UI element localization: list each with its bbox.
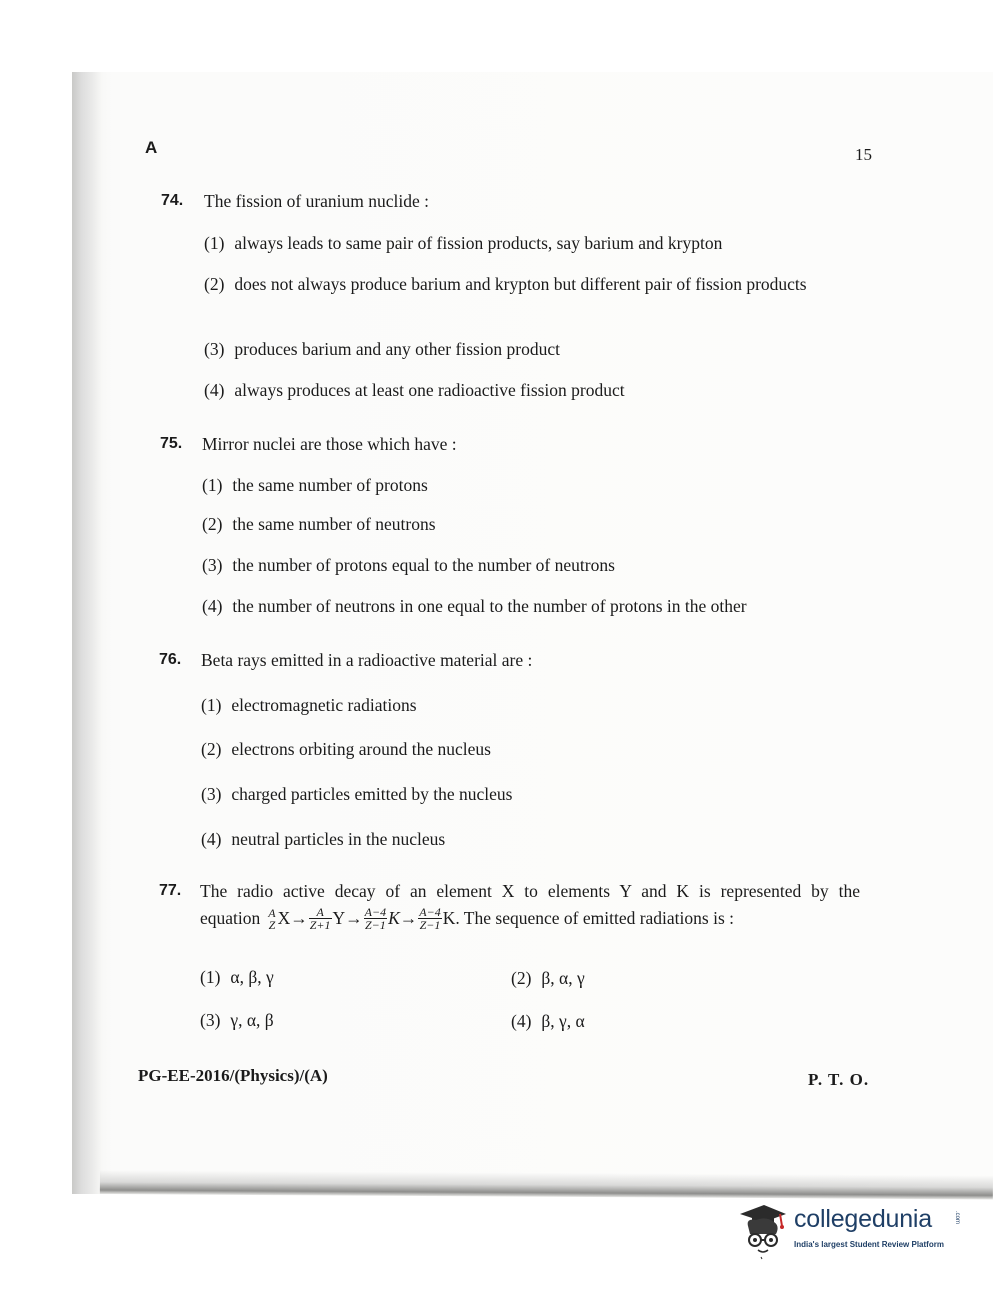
option-number: (3) bbox=[201, 784, 222, 804]
option-text: neutral particles in the nucleus bbox=[231, 829, 446, 849]
option-text: the same number of neutrons bbox=[232, 514, 436, 534]
question-number: 76. bbox=[159, 651, 182, 668]
option-text: the number of neutrons in one equal to the number of protons in the other bbox=[232, 596, 747, 616]
equation-k2-mass: A−4 bbox=[419, 905, 441, 919]
equation-x-symbol: X bbox=[277, 908, 291, 928]
option-text: α, β, γ bbox=[230, 967, 274, 987]
equation-k1-mass: A−4 bbox=[364, 905, 387, 919]
question-text: Beta rays emitted in a radioactive material are : bbox=[201, 650, 533, 670]
equation-arrow: → bbox=[345, 908, 363, 928]
option-text: γ, α, β bbox=[230, 1010, 274, 1030]
equation-x-fraction bbox=[267, 907, 276, 931]
option-text: electromagnetic radiations bbox=[231, 695, 417, 715]
option bbox=[201, 695, 417, 716]
option-number: (1) bbox=[200, 967, 221, 987]
graduate-mascot-icon bbox=[736, 1200, 790, 1260]
option-number: (1) bbox=[204, 233, 225, 253]
option bbox=[511, 968, 585, 989]
equation-y-symbol: Y bbox=[332, 908, 346, 928]
option bbox=[202, 596, 747, 617]
equation-line bbox=[200, 906, 734, 931]
option bbox=[511, 1011, 585, 1032]
option-text: β, α, γ bbox=[541, 968, 585, 988]
logo-domain: .com bbox=[954, 1211, 960, 1225]
option-text: always produces at least one radioactive fission product bbox=[234, 380, 625, 400]
option-number: (4) bbox=[511, 1011, 532, 1031]
equation-arrow: → bbox=[290, 908, 308, 928]
option bbox=[204, 272, 864, 296]
equation-arrow: → bbox=[399, 908, 418, 928]
option bbox=[200, 967, 274, 988]
option-number: (1) bbox=[202, 475, 223, 495]
option bbox=[202, 514, 436, 535]
logo-tagline: India's largest Student Review Platform bbox=[794, 1240, 944, 1249]
equation-y-atomic: Z+1 bbox=[309, 918, 331, 932]
option-text: electrons orbiting around the nucleus bbox=[231, 739, 491, 759]
question-number: 74. bbox=[161, 192, 184, 209]
option bbox=[204, 233, 722, 254]
equation-x-atomic: Z bbox=[268, 917, 276, 932]
equation-k1-atomic: Z−1 bbox=[365, 918, 386, 932]
option-number: (4) bbox=[204, 380, 225, 400]
question-number: 77. bbox=[159, 882, 182, 899]
collegedunia-logo bbox=[736, 1198, 966, 1268]
sheet-bottom-edge bbox=[100, 1170, 993, 1199]
equation-k2-fraction bbox=[418, 906, 441, 931]
sheet-left-shadow bbox=[72, 72, 102, 1194]
please-turn-over: P. T. O. bbox=[808, 1070, 870, 1089]
option-number: (4) bbox=[202, 596, 223, 616]
equation-y-fraction bbox=[309, 906, 332, 931]
equation-k2-symbol: K bbox=[442, 908, 456, 928]
option bbox=[202, 475, 428, 496]
option-number: (3) bbox=[202, 555, 223, 575]
option-number: (1) bbox=[201, 695, 222, 715]
logo-wordmark: collegedunia bbox=[794, 1205, 932, 1233]
option-number: (3) bbox=[204, 339, 225, 359]
option-text: produces barium and any other fission product bbox=[234, 339, 561, 359]
section-letter: A bbox=[145, 138, 158, 157]
option bbox=[204, 339, 560, 360]
option bbox=[201, 784, 512, 805]
option-text: charged particles emitted by the nucleus bbox=[231, 784, 513, 804]
option bbox=[201, 739, 491, 760]
question-text: Mirror nuclei are those which have : bbox=[202, 434, 457, 454]
equation-y-mass: A bbox=[309, 906, 332, 919]
option-number: (4) bbox=[201, 829, 222, 849]
option-number: (2) bbox=[201, 739, 222, 759]
question-text: The radio active decay of an element X to elements Y and K is represented by the bbox=[200, 881, 860, 901]
option-text: does not always produce barium and krypton but different pair of fission products bbox=[234, 274, 807, 294]
option-number: (2) bbox=[204, 274, 225, 294]
option-number: (3) bbox=[200, 1010, 221, 1030]
equation-x-mass: A bbox=[268, 905, 276, 920]
option bbox=[202, 555, 615, 576]
option-number: (2) bbox=[202, 514, 223, 534]
option-text: the same number of protons bbox=[232, 475, 428, 495]
option-number: (2) bbox=[511, 968, 532, 988]
question-text-continued: . The sequence of emitted radiations is : bbox=[455, 908, 734, 928]
equation-k1-fraction bbox=[364, 906, 387, 931]
option bbox=[200, 1010, 274, 1031]
paper-code: PG-EE-2016/(Physics)/(A) bbox=[138, 1066, 328, 1085]
equation-k1-symbol: K bbox=[388, 908, 400, 928]
option-text: always leads to same pair of fission products, say barium and krypton bbox=[234, 233, 723, 253]
equation-label: equation bbox=[200, 908, 261, 928]
question-number: 75. bbox=[160, 435, 183, 452]
option-text: the number of protons equal to the number of neutrons bbox=[232, 555, 615, 575]
option-text: β, γ, α bbox=[541, 1011, 585, 1031]
equation-k2-atomic: Z−1 bbox=[419, 918, 441, 932]
page-number: 15 bbox=[855, 145, 872, 164]
option bbox=[204, 380, 625, 401]
question-text: The fission of uranium nuclide : bbox=[204, 191, 430, 211]
option bbox=[201, 829, 445, 850]
